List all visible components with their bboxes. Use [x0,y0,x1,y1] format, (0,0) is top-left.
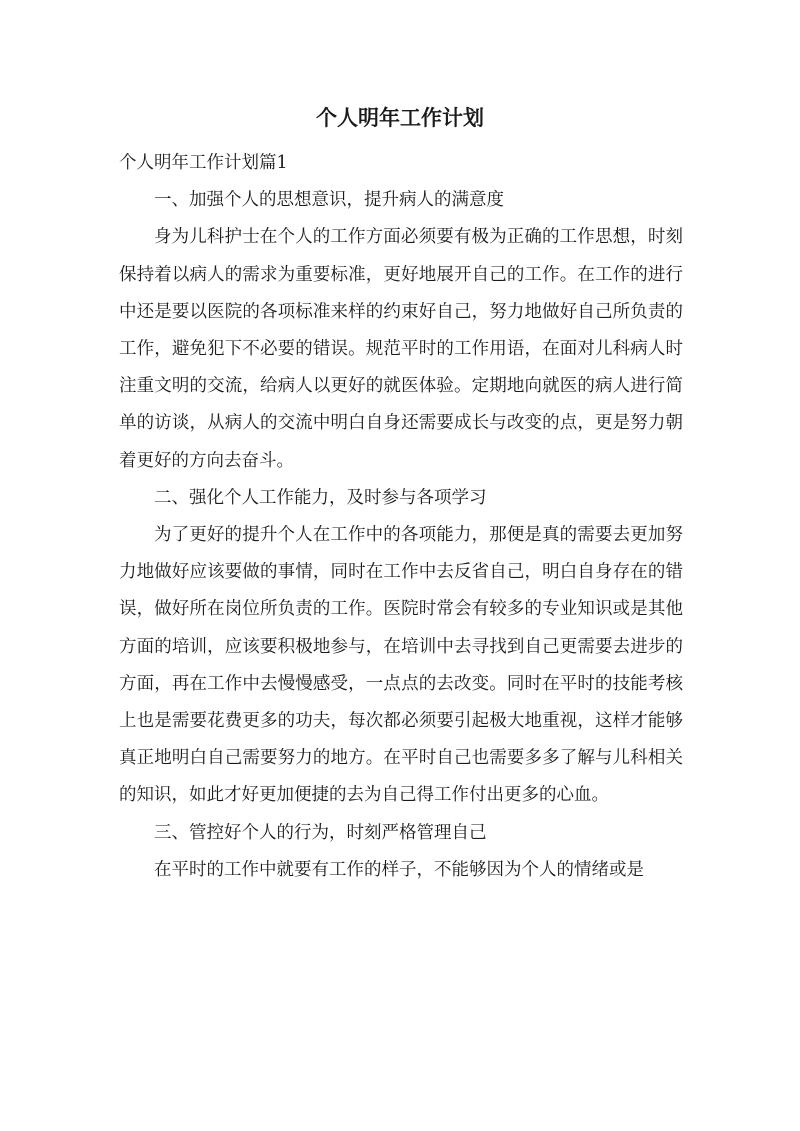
body-paragraph-1: 身为儿科护士在个人的工作方面必须要有极为正确的工作思想，时刻保持着以病人的需求为重要标准，更好地展开自己的工作。在工作的进行中还是要以医院的各项标准来样的约束好自己，努力地做好自己所负责的工作，避免犯下不必要的错误。规范平时的工作用语，在面对儿科病人时注重文明的交流，给病人以更好的就医体验。定期地向就医的病人进行简单的访谈，从病人的交流中明白自身还需要成长与改变的点，更是努力朝着更好的方向去奋斗。 [119,227,683,471]
document-body [119,145,683,889]
document-title: 个人明年工作计划 [316,105,484,130]
section-heading-3: 三、管控好个人的行为，时刻严格管理自己 [154,822,487,843]
body-paragraph-3: 在平时的工作中就要有工作的样子，不能够因为个人的情绪或是 [154,859,644,880]
body-paragraph-2: 为了更好的提升个人在工作中的各项能力，那便是真的需要去更加努力地做好应该要做的事情，同时在工作中去反省自己，明白自身存在的错误，做好所在岗位所负责的工作。医院时常会有较多的专业知识或是其他方面的培训，应该要积极地参与，在培训中去寻找到自己更需要去进步的方面，再在工作中去慢慢感受，一点点的去改变。同时在平时的技能考核上也是需要花费更多的功夫，每次都必须要引起极大地重视，这样才能够真正地明白自己需要努力的地方。在平时自己也需要多多了解与儿科相关的知识，如此才好更加便捷的去为自己得工作付出更多的心血。 [119,525,683,806]
section-heading-1: 一、加强个人的思想意识，提升病人的满意度 [154,190,504,211]
document-subtitle: 个人明年工作计划篇1 [119,153,288,173]
section-heading-2: 二、强化个人工作能力，及时参与各项学习 [154,487,487,508]
